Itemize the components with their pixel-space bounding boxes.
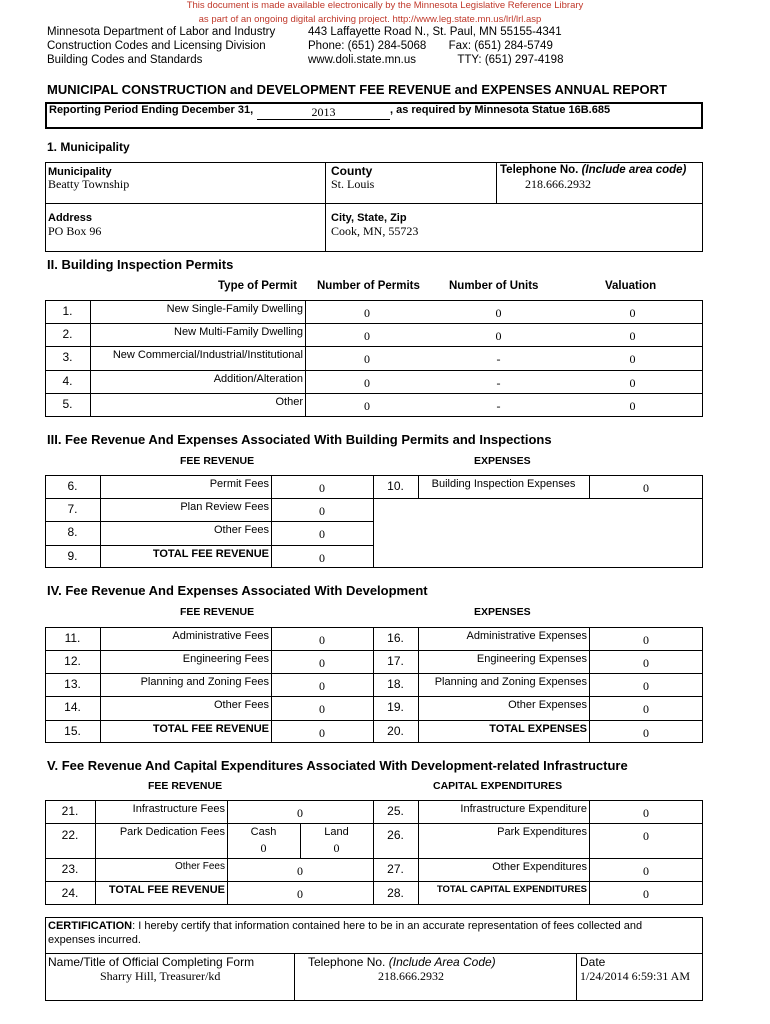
header-web-tty: www.doli.state.mn.us TTY: (651) 297-4198 xyxy=(308,54,564,66)
s4-expense-value[interactable]: 0 xyxy=(643,702,649,716)
reporting-year[interactable]: 2013 xyxy=(257,106,390,120)
s4-expense-num: 20. xyxy=(387,724,404,738)
s5-label: Other Fees xyxy=(174,861,225,872)
s4-expense-num: 19. xyxy=(387,700,404,714)
municipality-value[interactable]: Beatty Township xyxy=(48,177,130,191)
section-development-title: IV. Fee Revenue And Expenses Associated With Development xyxy=(47,583,428,598)
section-infrastructure-title: V. Fee Revenue And Capital Expenditures Associated With Development-related Infrastructure xyxy=(47,758,628,773)
s3-row-num: 8. xyxy=(67,525,78,539)
county-label: County xyxy=(331,164,373,178)
s5-value[interactable]: 0 xyxy=(643,829,649,843)
cert-phone-label: Telephone No. xyxy=(308,955,386,969)
s5-value[interactable]: 0 xyxy=(297,864,303,878)
permit-row-units[interactable]: - xyxy=(496,352,501,366)
permit-row-units[interactable]: 0 xyxy=(495,329,502,343)
s4-revenue-num: 11. xyxy=(64,631,81,645)
s5-value[interactable]: 0 xyxy=(297,887,303,901)
permit-row-units[interactable]: - xyxy=(496,399,501,413)
s4-revenue-num: 15. xyxy=(64,724,81,738)
s5-cash-label: Cash xyxy=(250,826,277,838)
col-type-of-permit: Type of Permit xyxy=(218,280,298,292)
section-building-fees-title: III. Fee Revenue And Expenses Associated With Building Permits and Inspections xyxy=(47,432,552,447)
s4-revenue-label: Engineering Fees xyxy=(182,653,269,665)
s5-label: Other Expenditures xyxy=(492,861,587,873)
certification-bold: CERTIFICATION xyxy=(48,920,133,932)
archive-notice-line2: as part of an ongoing digital archiving project. http://www.leg.state.mn.us/lrl/lrl.asp xyxy=(198,14,542,25)
permit-row-permits[interactable]: 0 xyxy=(364,329,370,343)
permit-row-permits[interactable]: 0 xyxy=(364,399,370,413)
archive-notice-line1: This document is made available electronically by the Minnesota Legislative Reference Library xyxy=(186,0,584,11)
s4-revenue-value[interactable]: 0 xyxy=(319,679,325,693)
permit-row-type: New Single-Family Dwelling xyxy=(166,303,303,315)
s5-label: Park Dedication Fees xyxy=(119,826,225,838)
s4-expense-value[interactable]: 0 xyxy=(643,726,649,740)
s5-label: Infrastructure Expenditure xyxy=(460,803,587,815)
s5-row-num: 25. xyxy=(387,804,404,818)
section-permits-title: II. Building Inspection Permits xyxy=(47,257,234,272)
s4-revenue-num: 14. xyxy=(64,700,81,714)
reporting-suffix: , as required by Minnesota Statue 16B.685 xyxy=(390,104,611,116)
header-dept: Minnesota Department of Labor and Industry xyxy=(47,26,276,38)
s5-row-num: 26. xyxy=(387,828,404,842)
s3-expense-label: Building Inspection Expenses xyxy=(431,478,576,490)
permit-row-valuation[interactable]: 0 xyxy=(629,352,636,366)
phone-label-group xyxy=(500,164,686,176)
address-label: Address xyxy=(48,212,93,224)
s3-row-label: Permit Fees xyxy=(209,478,269,490)
s5-value[interactable]: 0 xyxy=(643,864,649,878)
s4-expense-num: 16. xyxy=(387,631,404,645)
s3-row-num: 9. xyxy=(67,549,78,563)
s4-expense-label: TOTAL EXPENSES xyxy=(489,723,587,735)
header-unit: Building Codes and Standards xyxy=(47,54,203,66)
date-value[interactable]: 1/24/2014 6:59:31 AM xyxy=(580,969,691,983)
s5-cash-value[interactable]: 0 xyxy=(260,841,267,855)
s5-row-num: 23. xyxy=(61,862,79,876)
s4-expense-num: 18. xyxy=(387,677,404,691)
header-division: Construction Codes and Licensing Division xyxy=(47,40,266,52)
certification-text: : I hereby certify that information contained here to be in an accurate representation of fees collected and xyxy=(132,920,643,932)
s3-row-label: Other Fees xyxy=(213,524,269,536)
reporting-prefix: Reporting Period Ending December 31, xyxy=(49,104,254,116)
s5-label: Infrastructure Fees xyxy=(132,803,225,815)
permit-row-num: 2. xyxy=(62,327,73,341)
permit-row-type: Other xyxy=(275,396,303,408)
s5-label: TOTAL CAPITAL EXPENDITURES xyxy=(436,884,587,895)
s3-row-label: Plan Review Fees xyxy=(180,501,269,513)
s4-expense-value[interactable]: 0 xyxy=(643,679,649,693)
cert-phone-note: (Include Area Code) xyxy=(388,955,496,969)
s3-row-value[interactable]: 0 xyxy=(319,527,325,541)
report-title: MUNICIPAL CONSTRUCTION and DEVELOPMENT FEE REVENUE and EXPENSES ANNUAL REPORT xyxy=(47,82,667,97)
permit-row-num: 1. xyxy=(62,304,73,318)
phone-label: Telephone No. xyxy=(500,164,579,176)
header-phone-fax: Phone: (651) 284-5068 Fax: (651) 284-5749 xyxy=(308,40,553,52)
permit-row-valuation[interactable]: 0 xyxy=(629,376,636,390)
certification-statement xyxy=(48,920,642,932)
s4-expense-label: Other Expenses xyxy=(508,699,587,711)
s5-label: TOTAL FEE REVENUE xyxy=(108,884,225,896)
official-name-label: Name/Title of Official Completing Form xyxy=(48,955,255,969)
s5-land-value[interactable]: 0 xyxy=(333,841,340,855)
phone-value[interactable]: 218.666.2932 xyxy=(525,177,591,191)
s3-row-value[interactable]: 0 xyxy=(319,551,325,565)
s5-value[interactable]: 0 xyxy=(297,806,303,820)
s4-revenue-value[interactable]: 0 xyxy=(319,702,325,716)
col-number-of-permits: Number of Permits xyxy=(317,280,420,292)
s3-row-value[interactable]: 0 xyxy=(319,481,325,495)
s4-revenue-label: Administrative Fees xyxy=(172,630,269,642)
s3-row-num: 6. xyxy=(67,479,78,493)
s5-land-label: Land xyxy=(324,826,349,838)
s5-row-num: 21. xyxy=(61,804,79,818)
s4-expenses-label: EXPENSES xyxy=(474,606,531,618)
permit-row-valuation[interactable]: 0 xyxy=(629,306,636,320)
s4-revenue-num: 13. xyxy=(64,677,81,691)
permit-row-type: New Commercial/Industrial/Institutional xyxy=(112,349,303,361)
cert-phone-value[interactable]: 218.666.2932 xyxy=(378,969,444,983)
s4-revenue-value[interactable]: 0 xyxy=(319,726,325,740)
s3-row-num: 7. xyxy=(67,502,78,516)
permit-row-num: 4. xyxy=(62,374,73,388)
address-value[interactable]: PO Box 96 xyxy=(48,224,102,238)
cert-phone-label-group xyxy=(308,955,496,969)
permit-row-type: New Multi-Family Dwelling xyxy=(174,326,303,338)
s4-expense-label: Administrative Expenses xyxy=(466,630,587,642)
s4-revenue-label: Planning and Zoning Fees xyxy=(140,676,269,688)
section-municipality-title: 1. Municipality xyxy=(47,140,130,154)
permit-row-permits[interactable]: 0 xyxy=(364,352,370,366)
s4-expense-value[interactable]: 0 xyxy=(643,633,649,647)
s4-expense-label: Planning and Zoning Expenses xyxy=(434,676,587,688)
date-label: Date xyxy=(580,955,606,969)
s5-fee-revenue-label: FEE REVENUE xyxy=(148,780,223,792)
s4-expense-label: Engineering Expenses xyxy=(476,653,587,665)
s5-capex-label: CAPITAL EXPENDITURES xyxy=(433,780,563,792)
s4-revenue-value[interactable]: 0 xyxy=(319,633,325,647)
permit-row-num: 3. xyxy=(62,350,73,364)
s4-expense-num: 17. xyxy=(387,654,404,668)
s4-fee-revenue-label: FEE REVENUE xyxy=(180,606,255,618)
s3-expense-num: 10. xyxy=(387,479,404,493)
permit-row-permits[interactable]: 0 xyxy=(364,376,370,390)
s3-expense-value[interactable]: 0 xyxy=(643,481,649,495)
permit-row-valuation[interactable]: 0 xyxy=(629,399,636,413)
s4-revenue-label: Other Fees xyxy=(213,699,269,711)
s5-value[interactable]: 0 xyxy=(643,806,649,820)
s5-value[interactable]: 0 xyxy=(643,887,649,901)
permit-row-type: Addition/Alteration xyxy=(213,373,303,385)
city-value[interactable]: Cook, MN, 55723 xyxy=(331,224,419,238)
col-number-of-units: Number of Units xyxy=(449,280,539,292)
header-address: 443 Laffayette Road N., St. Paul, MN 55155-4341 xyxy=(308,26,562,38)
permit-row-units[interactable]: 0 xyxy=(495,306,502,320)
municipality-label: Municipality xyxy=(48,166,112,178)
s5-row-num: 27. xyxy=(387,862,404,876)
permit-row-valuation[interactable]: 0 xyxy=(629,329,636,343)
permit-row-units[interactable]: - xyxy=(496,376,501,390)
permit-row-permits[interactable]: 0 xyxy=(364,306,370,320)
county-value[interactable]: St. Louis xyxy=(331,177,375,191)
col-valuation: Valuation xyxy=(605,280,657,292)
s4-revenue-label: TOTAL FEE REVENUE xyxy=(152,723,269,735)
s5-row-num: 28. xyxy=(387,886,404,900)
s3-fee-revenue-label: FEE REVENUE xyxy=(180,455,255,467)
phone-label-note: (Include area code) xyxy=(581,164,687,176)
s4-revenue-value[interactable]: 0 xyxy=(319,656,325,670)
s4-expense-value[interactable]: 0 xyxy=(643,656,649,670)
s5-label: Park Expenditures xyxy=(497,826,587,838)
s5-row-num: 24. xyxy=(61,886,79,900)
official-name-value[interactable]: Sharry Hill, Treasurer/kd xyxy=(100,969,221,983)
s3-expenses-label: EXPENSES xyxy=(474,455,531,467)
s5-row-num: 22. xyxy=(61,828,79,842)
s3-row-label: TOTAL FEE REVENUE xyxy=(152,548,269,560)
s3-row-value[interactable]: 0 xyxy=(319,504,325,518)
permit-row-num: 5. xyxy=(62,397,73,411)
city-label: City, State, Zip xyxy=(331,212,407,224)
certification-text2: expenses incurred. xyxy=(48,934,141,946)
s4-revenue-num: 12. xyxy=(64,654,81,668)
